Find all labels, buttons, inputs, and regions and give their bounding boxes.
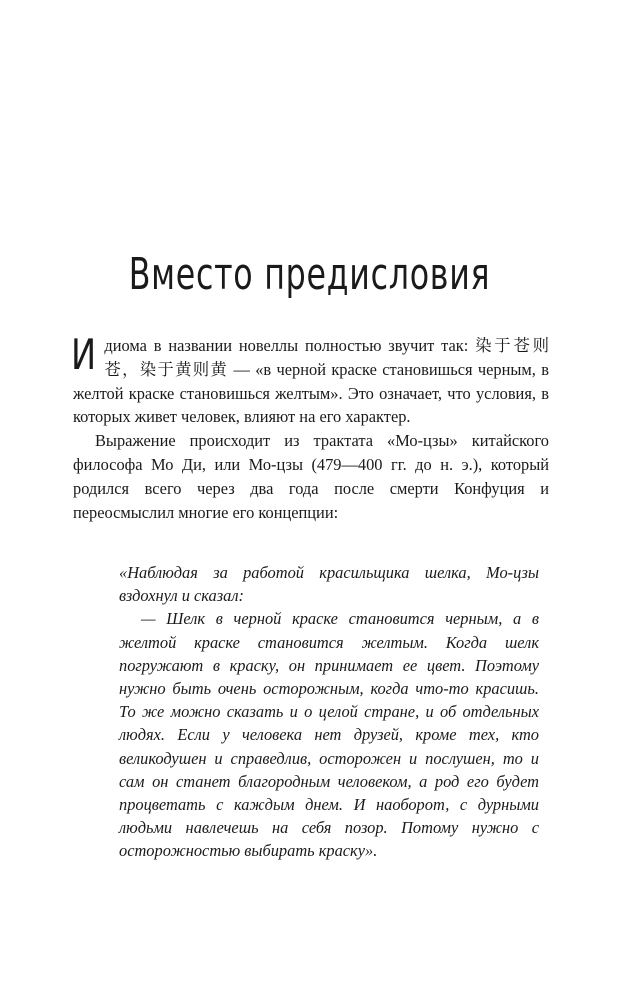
quote-speech: — Шелк в черной краске становится черным, а в желтой краске становится желтым. Когда шелк погружают в краску, он принимает ее цвет. Поэтому нужно быть очень осторожным, когда что-то красишь. То же можно сказать и о целой стране, и об отдельных людях. Если у человека нет друзей, кроме тех, кто великодушен и справедлив, осторожен и послушен, то и сам он станет благородным человеком, а род его будет процветать с каждым днем. И наоборот, с дурными людьми навлечешь на себя позор. Потому нужно с осторожностью выбирать краску». [119, 609, 539, 861]
quotation-block [119, 561, 539, 863]
paragraph-2: Выражение происходит из трактата «Мо-цзы» китайского философа Мо Ди, или Мо-цзы (479—400 гг. до н. э.), который родился всего через два года после смерти Конфуция и переосмыслил многие его концепции: [73, 431, 549, 522]
chapter-title: Вместо предисловия [128, 249, 491, 301]
body-text [71, 330, 549, 524]
drop-cap: И [71, 330, 97, 379]
paragraph-1-text: диома в названии новеллы полностью звучит так: 染于苍则苍，染于黄则黄 — «в черной краске становишься черным, в желтой краске становишься желтым». Это означает, что условия, в которых живет человек, влияют на его характер. [73, 336, 549, 427]
paragraph-1 [71, 330, 549, 429]
quote-intro: «Наблюдая за работой красильщика шелка, Мо-цзы вздохнул и сказал: [119, 563, 539, 606]
